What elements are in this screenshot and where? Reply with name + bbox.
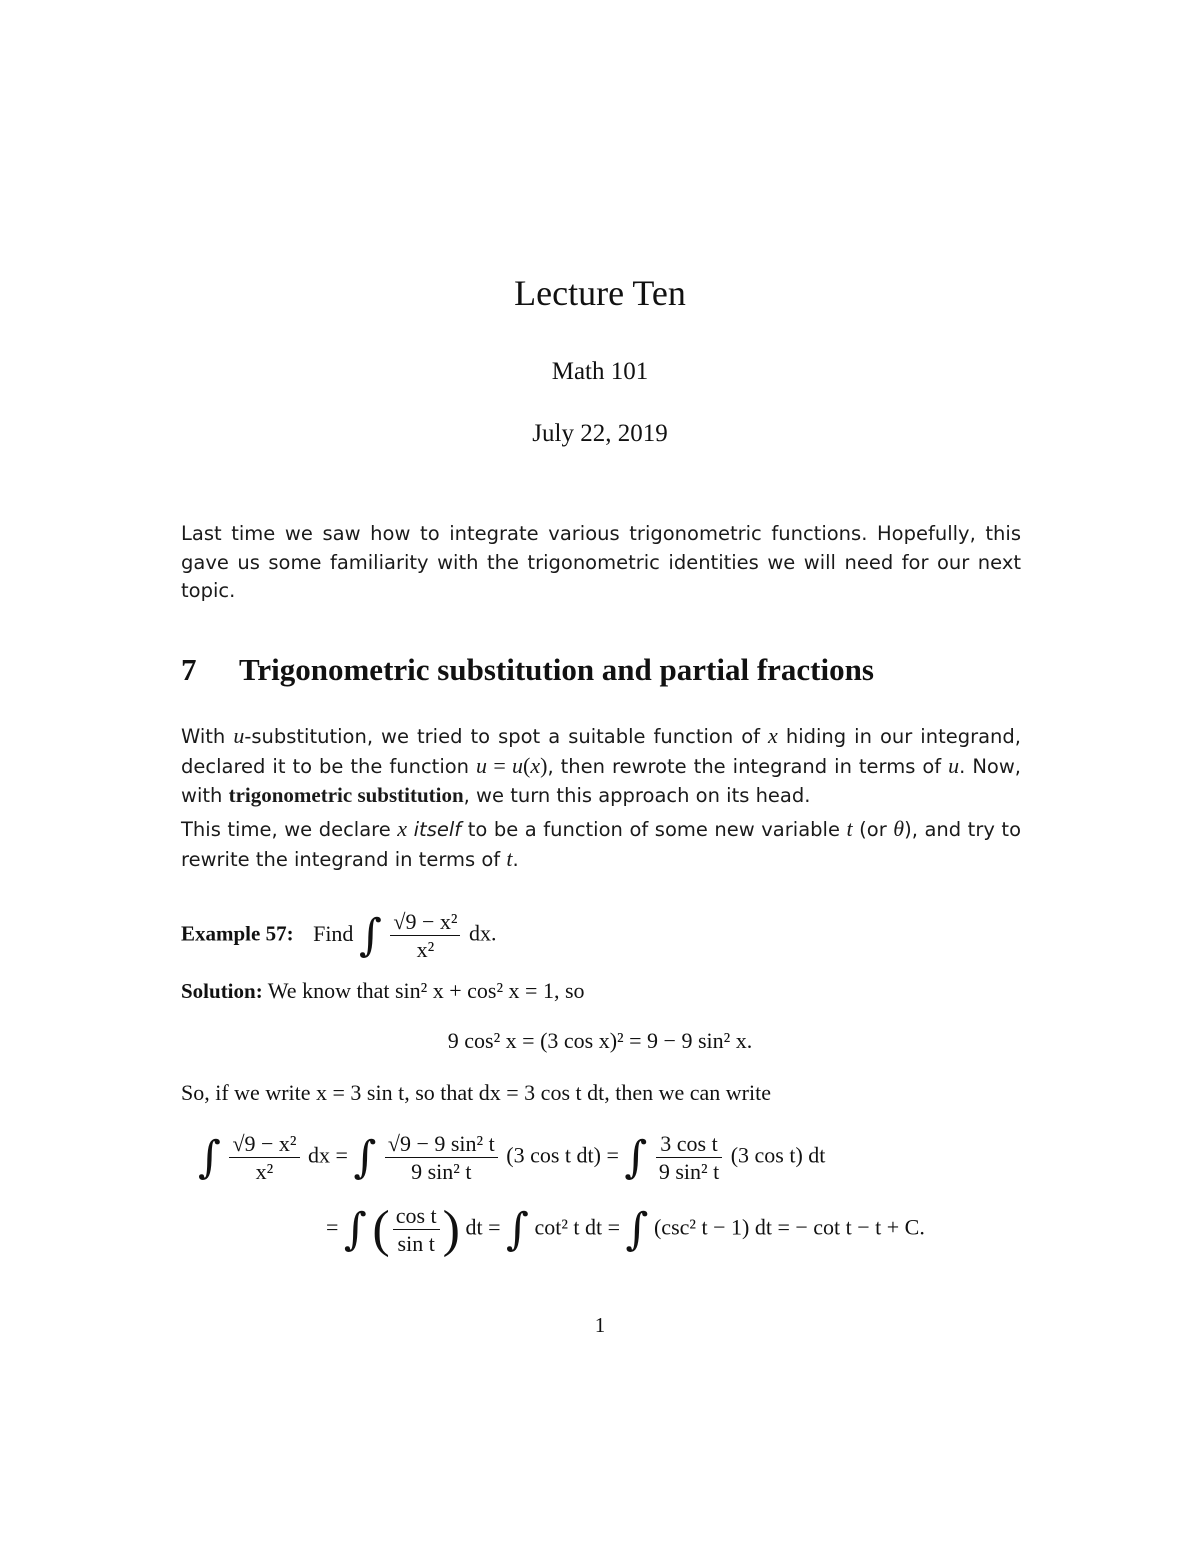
- integral-sign: ∫: [506, 1204, 529, 1255]
- section-number: 7: [181, 652, 197, 687]
- fraction-numerator: 3 cos t: [656, 1130, 722, 1158]
- integral-sign: ∫: [343, 1204, 367, 1255]
- fraction: [385, 1130, 498, 1185]
- text-run: , we turn this approach on its head.: [463, 784, 811, 807]
- text-run: -substitution, we tried to spot a suitable function of: [244, 725, 769, 748]
- math-u-of-x: u: [512, 752, 524, 778]
- eq-text: (3 cos t) dt: [730, 1142, 826, 1168]
- lecture-date: July 22, 2019: [532, 420, 668, 447]
- page-number: 1: [594, 1313, 606, 1337]
- fraction: [656, 1130, 722, 1185]
- fraction-denominator: x²: [255, 1159, 274, 1184]
- right-paren: ): [442, 1201, 460, 1258]
- text-run: This time, we declare: [181, 818, 398, 841]
- section-heading: [181, 652, 874, 688]
- text-run: to be a function of some new variable: [461, 818, 847, 841]
- paragraph-declare-x: This time, we declare x itself to be a function of some new variable t (or θ), and try to rewrite the integrand in terms of t.: [181, 816, 1022, 871]
- eq-text: dx =: [308, 1142, 348, 1168]
- section-title: Trigonometric substitution and partial fractions: [239, 652, 874, 687]
- text-run: .: [512, 847, 519, 871]
- integral-sign: ∫: [624, 1132, 648, 1183]
- equation-line-2: [326, 1200, 925, 1259]
- integral-sign: ∫: [353, 1132, 377, 1183]
- bold-term: trigonometric substitution: [228, 783, 464, 807]
- page-title: Lecture Ten: [514, 273, 686, 313]
- fraction: [229, 1130, 299, 1185]
- paragraph-u-substitution: With u-substitution, we tried to spot a suitable function of x hiding in our integrand, declared it to be the function u = u(x), then rewrote the integrand in terms of u. Now, with trigonometric substitution, we turn this approach on its head.: [181, 723, 1022, 807]
- text-run: ), and try to rewrite the integrand in terms of: [181, 818, 1022, 871]
- example-fraction: [390, 908, 460, 963]
- fraction: [393, 1202, 440, 1257]
- text-run: . Now, with: [181, 754, 1022, 807]
- text-run: With: [181, 725, 234, 748]
- eq-text: dt =: [465, 1214, 501, 1240]
- fraction-numerator: √9 − 9 sin² t: [385, 1130, 498, 1158]
- substitution-line: So, if we write x = 3 sin t, so that dx = 3 cos t dt, then we can write: [181, 1080, 771, 1105]
- italic-itself: itself: [413, 818, 462, 841]
- eq-text: (csc² t − 1) dt = − cot t − t + C.: [653, 1214, 925, 1240]
- text-run: , then rewrote the integrand in terms of: [547, 754, 949, 778]
- eq-text: cot² t dt =: [534, 1214, 621, 1240]
- text-run: hiding in our integrand, declared it to be the function: [181, 725, 1021, 778]
- differential: dx.: [468, 920, 497, 946]
- integral-sign: ∫: [625, 1204, 649, 1255]
- left-paren: (: [372, 1201, 390, 1258]
- find-word: Find: [313, 920, 354, 946]
- fraction-denominator: 9 sin² t: [658, 1159, 720, 1184]
- integral-sign: ∫: [198, 1132, 221, 1183]
- fraction-denominator: sin t: [397, 1231, 435, 1256]
- integral-sign: ∫: [358, 910, 382, 961]
- intro-paragraph: Last time we saw how to integrate various trigonometric functions. Hopefully, this gave us some familiarity with the trigonometric identities we will need for our next topic.: [181, 522, 1021, 602]
- math-u-equals: u: [476, 752, 488, 778]
- eq-text: =: [326, 1214, 339, 1240]
- fraction-numerator: √9 − x²: [229, 1130, 299, 1158]
- course-name: Math 101: [551, 358, 649, 385]
- fraction-denominator: 9 sin² t: [411, 1159, 472, 1184]
- fraction-denominator: x²: [416, 937, 435, 962]
- math-x: x: [768, 723, 778, 748]
- fraction-numerator: cos t: [393, 1202, 440, 1230]
- solution-text: We know that sin² x + cos² x = 1, so: [262, 978, 585, 1003]
- solution-label: Solution:: [181, 979, 263, 1003]
- equation-line-1: [198, 1130, 825, 1185]
- example-57: [181, 908, 496, 963]
- display-equation-1: 9 cos² x = (3 cos x)² = 9 − 9 sin² x.: [447, 1028, 753, 1053]
- text-run: (or: [852, 818, 894, 841]
- example-label: Example 57:: [181, 921, 294, 946]
- fraction-numerator: √9 − x²: [390, 908, 460, 936]
- eq-text: (3 cos t dt) =: [506, 1142, 619, 1168]
- math-u: u: [233, 723, 245, 748]
- solution-line: [181, 978, 585, 1004]
